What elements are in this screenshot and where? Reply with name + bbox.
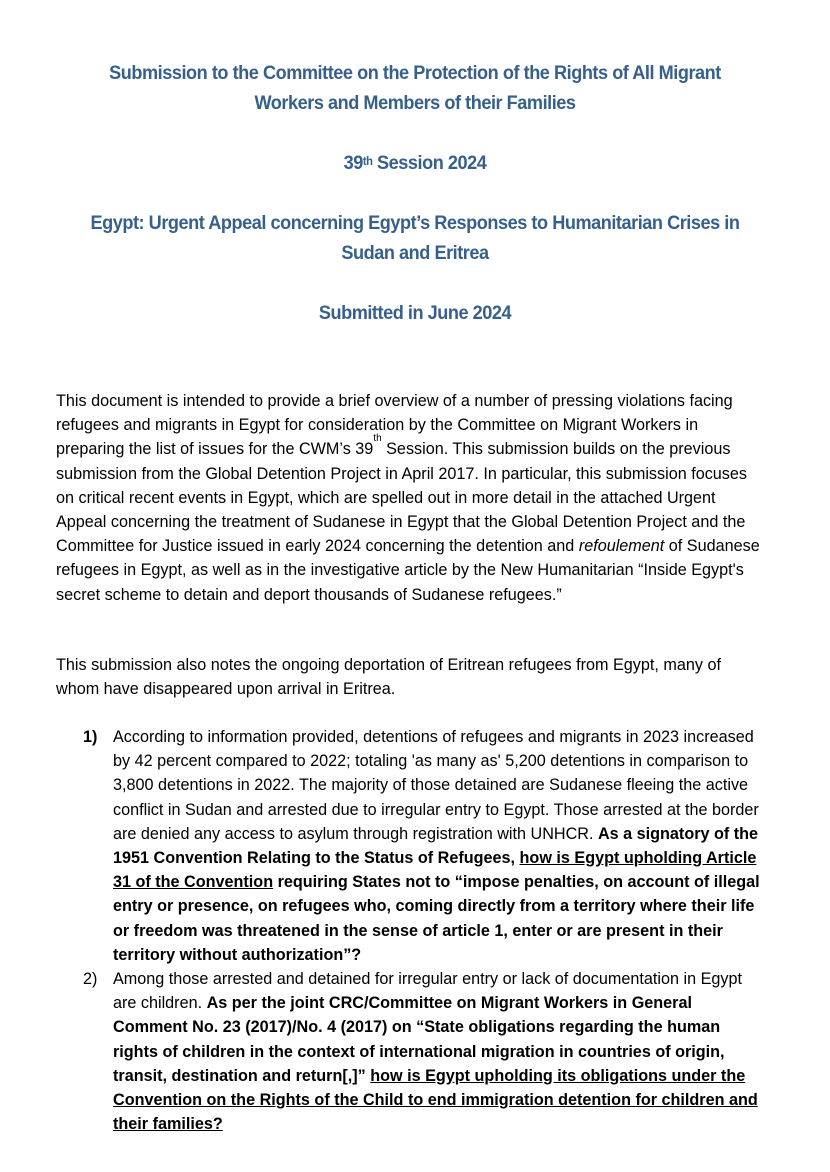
session-suffix: th (362, 154, 373, 168)
intro-p1-part-c: of Sudanese refugees in Egypt, as well as in the investigative article by the New Humanitarian “Inside Egypt's secret scheme to detain and deport thousands of Sudanese refugees.” (56, 537, 760, 604)
list-item-text: According to information provided, detentions of refugees and migrants in 2023 increased by 42 percent compared to 2022; totaling 'as many as' 5,200 detentions in comparison to 3,800 detentions in 2022. The majority of those detained are Sudanese fleeing the active conflict in Sudan and arrested due to irregular entry to Egypt. Those arrested at the border are denied any access to asylum through registration with UNHCR. (113, 728, 759, 843)
list-item-bold-text: As a signatory of the 1951 Convention Relating to the Status of Refugees, (113, 824, 759, 868)
list-item-text: Among those arrested and detained for irregular entry or lack of documentation in Egypt are children. (113, 970, 742, 1013)
intro-paragraph-2: This submission also notes the ongoing deportation of Eritrean refugees from Egypt, many of whom have disappeared upon arrival in Eritrea. (56, 656, 721, 699)
list-item-number: 1) (83, 728, 98, 746)
subtitle-line-1: Egypt: Urgent Appeal concerning Egypt’s Responses to Humanitarian Crises in (90, 212, 740, 234)
list-item (56, 967, 766, 1136)
list-item-question: how is Egypt upholding its obligations under the Convention on the Rights of the Child to end immigration detention for children and their families? (113, 1066, 758, 1134)
list-item-number: 2) (83, 970, 98, 989)
subtitle-line-2: Sudan and Eritrea (341, 242, 489, 264)
session-heading (66, 148, 764, 178)
intro-p1-italic: refoulement (578, 537, 665, 556)
submission-date: Submitted in June 2024 (318, 302, 512, 324)
intro-p1-sup: th (373, 433, 382, 445)
intro-paragraph-1 (56, 389, 766, 607)
list-item (56, 725, 766, 967)
session-number: 39 (343, 152, 363, 174)
list-item-bold-text: As per the joint CRC/Committee on Migrant Workers in General Comment No. 23 (2017)/No. 4 (2017) on “State obligations regarding the human rights of children in the context of international migration in countries of origin, transit, destination and return[,]” (113, 994, 725, 1085)
document-title (66, 58, 764, 118)
title-line-2: Workers and Members of their Families (254, 92, 576, 114)
session-rest: Session 2024 (372, 152, 487, 174)
list-item-question: how is Egypt upholding Article 31 of the Convention (113, 849, 757, 892)
list-item-bold-tail: requiring States not to “impose penalties, on account of illegal entry or presence, on refugees who, coming directly from a territory where their life or freedom was threatened in the sense of article 1, enter or are present in their territory without authorization”? (113, 873, 760, 964)
issues-list (56, 725, 766, 1136)
document-subtitle (66, 208, 764, 268)
title-line-1: Submission to the Committee on the Protection of the Rights of All Migrant (109, 62, 721, 84)
intro-p1-part-a: This document is intended to provide a brief overview of a number of pressing violations facing refugees and migrants in Egypt for consideration by the Committee on Migrant Workers in preparing the list of issues for the CWM’s 39 (56, 392, 733, 459)
intro-p1-part-b: Session. This submission builds on the previous submission from the Global Detention Project in April 2017. In particular, this submission focuses on critical recent events in Egypt, which are spelled out in more detail in the attached Urgent Appeal concerning the treatment of Sudanese in Egypt that the Global Detention Project and the Committee for Justice issued in early 2024 concerning the detention and (56, 440, 748, 556)
